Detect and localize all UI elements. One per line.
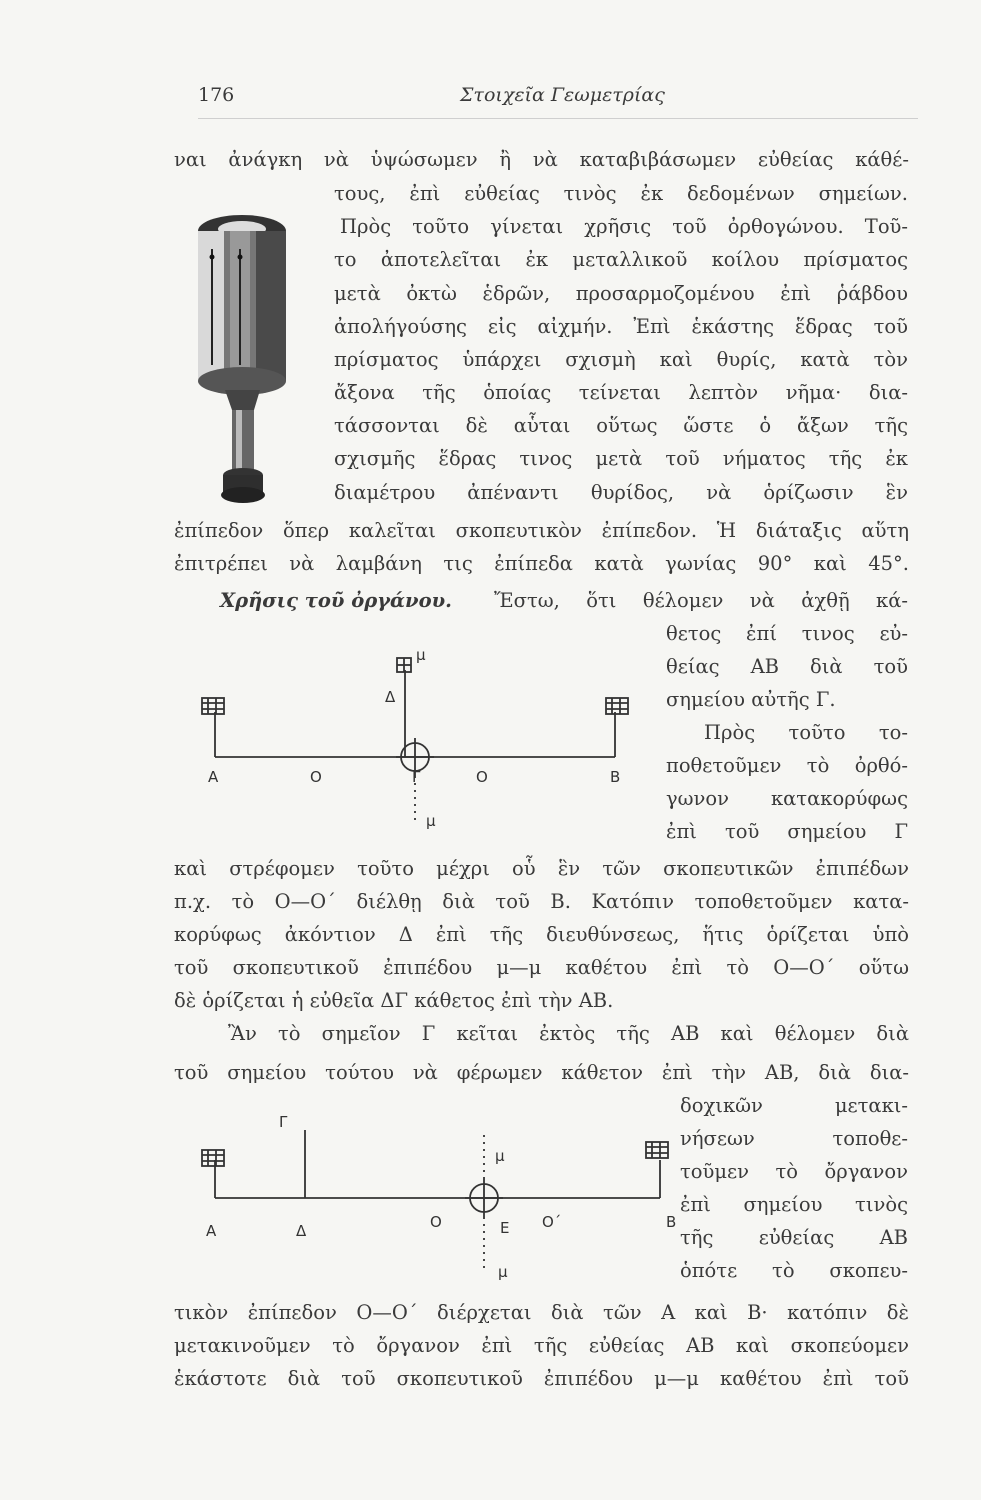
section-heading — [220, 591, 452, 611]
text-line: τοῦμεν τὸ ὄργανον — [680, 1160, 908, 1183]
text-line: ἐπὶ τοῦ σημείου Γ — [666, 820, 908, 843]
header-rule — [198, 118, 918, 119]
figure-1-diagram — [190, 640, 650, 840]
label-D: Δ — [385, 688, 396, 706]
label-O-left: O — [310, 768, 322, 786]
text-line: τάσσονται δὲ αὗται οὕτως ὥστε ὁ ἄξων τῆς — [334, 414, 908, 437]
label-O-right: O — [476, 768, 488, 786]
text-line: τους, ἐπὶ εὐθείας τινὸς ἐκ δεδομένων σημείων. — [334, 182, 908, 205]
label-B: B — [610, 768, 621, 786]
text-line: γωνον κατακορύφως — [666, 787, 908, 810]
label-mu-top: μ — [495, 1147, 505, 1165]
text-line: μετακινοῦμεν τὸ ὄργανον ἐπὶ τῆς εὐθείας ΑΒ καὶ σκοπεύομεν — [174, 1334, 909, 1357]
text-line: διαμέτρου ἀπέναντι θυρίδος, νὰ ὁρίζωσιν ἓν — [334, 481, 908, 504]
text-line: Ἔστω, ὅτι θέλομεν νὰ ἀχθῇ κά- — [494, 589, 908, 612]
label-O: O — [430, 1213, 442, 1231]
text-line: δοχικῶν μετακι- — [680, 1094, 908, 1117]
text-line: π.χ. τὸ Ο—Ο΄ διέλθῃ διὰ τοῦ Β. Κατόπιν τοποθετοῦμεν κατα- — [174, 890, 909, 913]
label-B: B — [666, 1213, 677, 1231]
flag-right — [606, 698, 628, 714]
text-line: μετὰ ὀκτὼ ἑδρῶν, προσαρμοζομένου ἐπὶ ῥάβδου — [334, 282, 908, 305]
instrument-illustration — [190, 205, 310, 510]
running-title: Στοιχεῖα Γεωμετρίας — [460, 84, 665, 106]
text-line: σχισμῆς ἕδρας τινος μετὰ τοῦ νήματος τῆς ἐκ — [334, 447, 908, 470]
label-G: Γ — [279, 1113, 288, 1131]
label-mu-top: μ — [416, 646, 426, 664]
label-A: A — [206, 1222, 217, 1240]
flag-right — [646, 1142, 668, 1158]
text-line: τοῦ σημείου τούτου νὰ φέρωμεν κάθετον ἐπὶ τὴν ΑΒ, διὰ δια- — [174, 1061, 909, 1084]
flag-left — [202, 1150, 224, 1166]
text-line: Πρὸς τοῦτο γίνεται χρῆσις τοῦ ὀρθογώνου. Τοῦ- — [340, 215, 908, 238]
label-G: Γ — [412, 768, 421, 786]
text-line: ποθετοῦμεν τὸ ὀρθό- — [666, 754, 908, 777]
section-heading-label: Χρῆσις τοῦ ὀργάνου. — [220, 589, 452, 612]
text-line: τοῦ σκοπευτικοῦ ἐπιπέδου μ—μ καθέτου ἐπὶ τὸ Ο—Ο΄ οὕτω — [174, 956, 909, 979]
text-line: καὶ στρέφομεν τοῦτο μέχρι οὗ ἓν τῶν σκοπευτικῶν ἐπιπέδων — [174, 857, 909, 880]
text-line: ναι ἀνάγκη νὰ ὑψώσωμεν ἢ νὰ καταβιβάσωμεν εὐθείας κάθέ- — [174, 148, 909, 171]
text-line: θείας ΑΒ διὰ τοῦ — [666, 655, 908, 678]
text-line: τῆς εὐθείας ΑΒ — [680, 1226, 908, 1249]
text-line: νήσεων τοποθε- — [680, 1127, 908, 1150]
text-line: ἑκάστοτε διὰ τοῦ σκοπευτικοῦ ἐπιπέδου μ—μ καθέτου ἐπὶ τοῦ — [174, 1367, 909, 1390]
text-line: πρίσματος ὑπάρχει σχισμὴ καὶ θυρίς, κατὰ τὸν — [334, 348, 908, 371]
label-D: Δ — [296, 1222, 307, 1240]
label-mu-bottom: μ — [498, 1263, 508, 1281]
page-number: 176 — [198, 84, 235, 106]
text-line: ἀπολήγούσης εἰς αἰχμήν. Ἐπὶ ἑκάστης ἕδρας τοῦ — [334, 315, 908, 338]
text-line: θετος ἐπί τινος εὐ- — [666, 622, 908, 645]
text-line: ἐπίπεδον ὅπερ καλεῖται σκοπευτικὸν ἐπίπεδον. Ἡ διάταξις αὕτη — [174, 519, 909, 542]
label-mu-bottom: μ — [426, 812, 436, 830]
text-line: ὁπότε τὸ σκοπευ- — [680, 1259, 908, 1282]
text-line: δὲ ὁρίζεται ἡ εὐθεῖα ΔΓ κάθετος ἐπὶ τὴν ΑΒ. — [174, 989, 614, 1012]
text-line: κορύφως ἀκόντιον Δ ἐπὶ τῆς διευθύνσεως, ἥτις ὁρίζεται ὑπὸ — [174, 923, 909, 946]
flag-left — [202, 698, 224, 714]
text-line: Πρὸς τοῦτο το- — [704, 721, 908, 744]
page-header — [198, 84, 918, 114]
label-O-prime: O΄ — [542, 1213, 562, 1231]
text-line: Ἂν τὸ σημεῖον Γ κεῖται ἐκτὸς τῆς ΑΒ καὶ θέλομεν διὰ — [228, 1022, 909, 1045]
text-line: ἄξονα τῆς ὁποίας τείνεται λεπτὸν νῆμα· δια- — [334, 381, 908, 404]
label-E: E — [500, 1219, 510, 1237]
figure-2-diagram — [190, 1105, 680, 1295]
text-line: το ἀποτελεῖται ἐκ μεταλλικοῦ κοίλου πρίσματος — [334, 248, 908, 271]
label-A: A — [208, 768, 219, 786]
text-line: σημείου αὐτῆς Γ. — [666, 688, 836, 711]
text-line: ἐπὶ σημείου τινὸς — [680, 1193, 908, 1216]
text-line: ἐπιτρέπει νὰ λαμβάνη τις ἐπίπεδα κατὰ γωνίας 90° καὶ 45°. — [174, 552, 909, 575]
text-line: τικὸν ἐπίπεδον Ο—Ο΄ διέρχεται διὰ τῶν Α καὶ Β· κατόπιν δὲ — [174, 1301, 909, 1324]
